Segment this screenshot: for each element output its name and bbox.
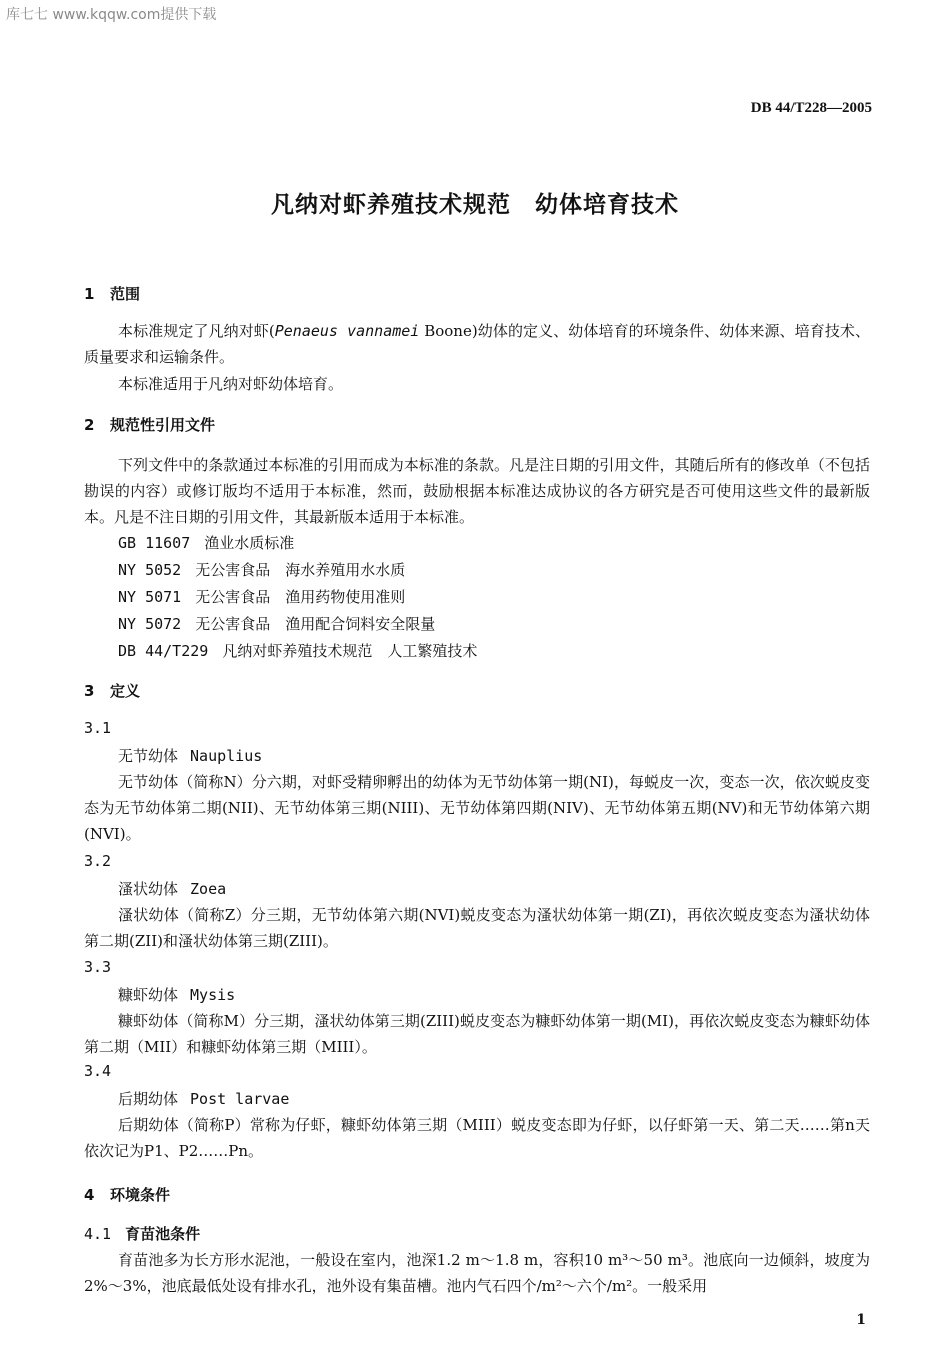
section-title: 环境条件 [110,1186,171,1204]
clause-number: 3.1 [84,719,112,737]
section-number: 2 [84,416,95,434]
section-2-heading [84,414,215,435]
latin-name: Penaeus vannamei [274,322,420,340]
reference-item [118,559,405,580]
definition-text: 后期幼体（简称P）常称为仔虾，糠虾幼体第三期（MIII）蜕皮变态即为仔虾，以仔虾第一天、第二天……第n天依次记为P1、P2……Pn。 [84,1116,870,1160]
reference-name: 无公害食品 海水养殖用水水质 [195,561,406,579]
term-en: Post larvae [190,1090,290,1108]
reference-name: 凡纳对虾养殖技术规范 人工繁殖技术 [222,642,478,660]
definition-term [118,1088,289,1109]
definition-term [118,878,226,899]
reference-code: NY 5071 [118,588,182,606]
section-4-heading [84,1184,170,1205]
term-en: Nauplius [190,747,263,765]
clause-number: 3.2 [84,852,112,870]
page-title: 凡纳对虾养殖技术规范 幼体培育技术 [271,192,679,218]
term-zh: 无节幼体 [118,747,179,765]
section-number: 1 [84,285,95,303]
clause-number: 3.3 [84,958,112,976]
reference-code: NY 5072 [118,615,182,633]
term-zh: 糠虾幼体 [118,986,179,1004]
definition-text: 无节幼体（简称N）分六期，对虾受精卵孵出的幼体为无节幼体第一期(NI)，每蜕皮一次，变态一次，依次蜕皮变态为无节幼体第二期(NII)、无节幼体第三期(NIII)、无节幼体第四期(NIV)、无节幼体第五期(NV)和无节幼体第六期(NVI)。 [84,773,870,843]
reference-item [118,640,477,661]
section-1-heading [84,283,140,304]
subsection-heading [84,1223,200,1244]
reference-item [118,586,405,607]
references-paragraph: 下列文件中的条款通过本标准的引用而成为本标准的条款。凡是注日期的引用文件，其随后所有的修改单（不包括勘误的内容）或修订版均不适用于本标准，然而，鼓励根据本标准达成协议的各方研究是否可使用这些文件的最新版本。凡是不注日期的引用文件，其最新版本适用于本标准。 [84,456,870,526]
scope-text-b: Boone)幼体的定义、幼体培育的环境条件、幼体来源、培育技术、质量要求和运输条件。 [84,322,870,366]
scope-paragraph [84,318,870,370]
definition-term [118,745,262,766]
term-en: Zoea [190,880,227,898]
reference-name: 无公害食品 渔用配合饲料安全限量 [195,615,436,633]
document-number: DB 44/T228—2005 [750,100,872,116]
section-title: 规范性引用文件 [110,416,216,434]
term-en: Mysis [190,986,236,1004]
section-number: 4 [84,1186,95,1204]
pond-conditions-text: 育苗池多为长方形水泥池，一般设在室内，池深1.2 m～1.8 m，容积10 m³～50 m³。池底向一边倾斜，坡度为2%～3%，池底最低处设有排水孔，池外设有集苗槽。池内气石四个/m²～六个/m²。一般采用 [84,1251,870,1295]
watermark-text: 库七七 www.kqqw.com提供下载 [6,7,217,23]
term-zh: 溞状幼体 [118,880,179,898]
definition-text: 糠虾幼体（简称M）分三期，溞状幼体第三期(ZIII)蜕皮变态为糠虾幼体第一期(MI)，再依次蜕皮变态为糠虾幼体第二期（MII）和糠虾幼体第三期（MIII）。 [84,1012,870,1056]
term-zh: 后期幼体 [118,1090,179,1108]
subsection-title: 育苗池条件 [125,1225,201,1243]
scope-text-a: 本标准规定了凡纳对虾( [118,322,275,340]
definition-text: 溞状幼体（简称Z）分三期，无节幼体第六期(NVI)蜕皮变态为溞状幼体第一期(ZI)，再依次蜕皮变态为溞状幼体第二期(ZII)和溞状幼体第三期(ZIII)。 [84,906,870,950]
clause-number: 3.4 [84,1062,112,1080]
reference-name: 无公害食品 渔用药物使用准则 [195,588,406,606]
reference-code: DB 44/T229 [118,642,209,660]
section-number: 3 [84,682,95,700]
reference-item [118,613,435,634]
definition-term [118,984,235,1005]
reference-code: GB 11607 [118,534,191,552]
reference-code: NY 5052 [118,561,182,579]
section-3-heading [84,680,140,701]
page-number: 1 [856,1312,866,1328]
section-title: 定义 [110,682,141,700]
reference-item [118,532,294,553]
section-title: 范围 [110,285,141,303]
reference-name: 渔业水质标准 [204,534,295,552]
scope-applicability: 本标准适用于凡纳对虾幼体培育。 [118,375,344,393]
subsection-number: 4.1 [84,1225,112,1243]
